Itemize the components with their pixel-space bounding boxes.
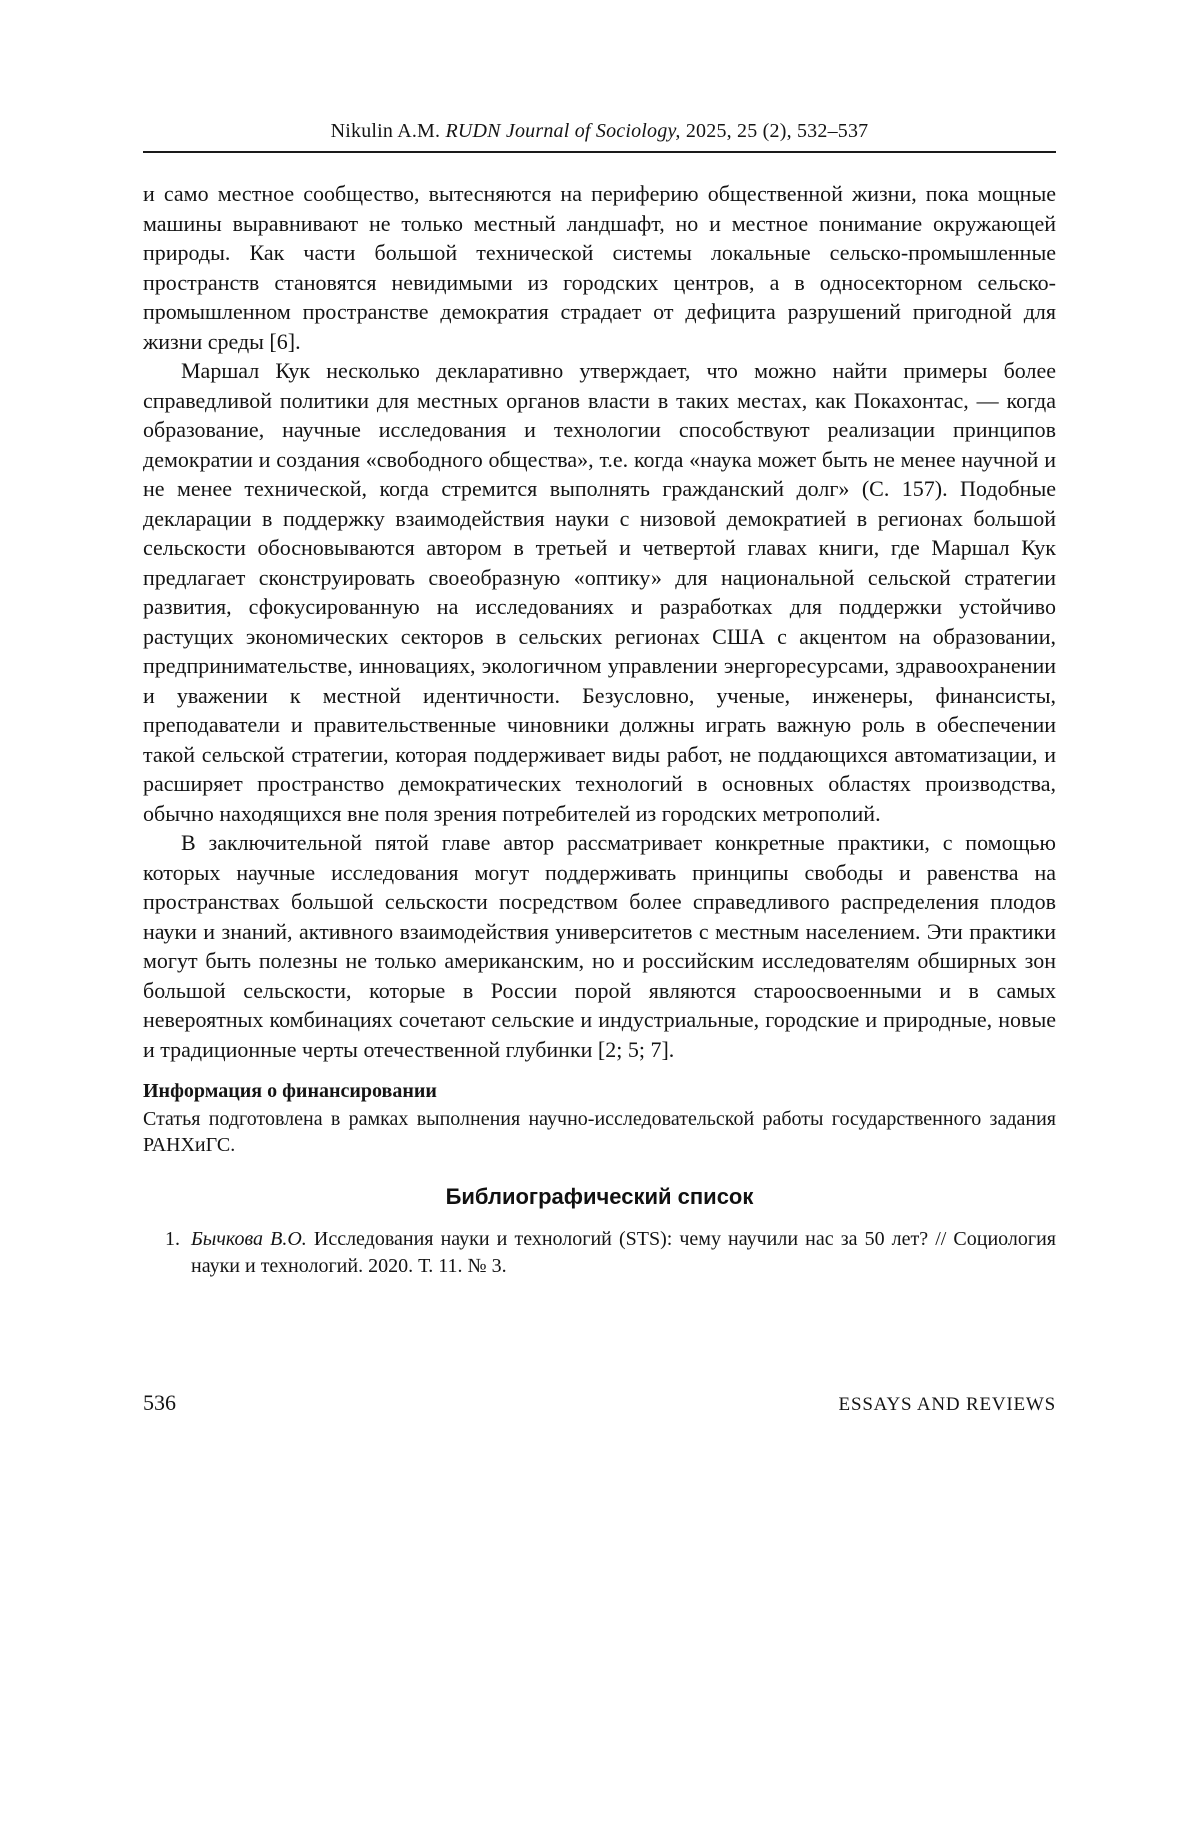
- funding-text: Статья подготовлена в рамках выполнения научно-исследовательской работы государственного задания РАНХиГС.: [143, 1108, 1056, 1156]
- running-head-author: Nikulin A.M.: [330, 120, 441, 142]
- paragraph: В заключительной пятой главе автор рассматривает конкретные практики, с помощью которых научные исследования могут поддерживать принципы свободы и равенства на пространствах большой сельскости посредством более справедливого распределения плодов науки и знаний, активного взаимодействия университетов с местным населением. Эти практики могут быть полезны не только американским, но и российским исследователям обширных зон большой сельскости, которые в России порой являются староосвоенными и в самых невероятных комбинациях сочетают сельские и индустриальные, городские и природные, новые и традиционные черты отечественной глубинки [2; 5; 7].: [143, 830, 1056, 1062]
- section-title: ESSAYS AND REVIEWS: [838, 1394, 1056, 1415]
- article-body: [143, 179, 1056, 1280]
- reference-item: [143, 1226, 1056, 1280]
- reference-author: Бычкова В.О.: [191, 1228, 307, 1250]
- reference-number: 1.: [165, 1228, 180, 1250]
- paragraph-continuation: и само местное сообщество, вытесняются на периферию общественной жизни, пока мощные машины выравнивают не только местный ландшафт, но и местное понимание окружающей природы. Как части большой технической системы локальные сельско-промышленные пространств становятся невидимыми из городских центров, а в односекторном сельско-промышленном пространстве демократия страдает от дефицита разрушений пригодной для жизни среды [6].: [143, 181, 1056, 354]
- page-number: 536: [143, 1390, 176, 1415]
- header-rule: [143, 151, 1056, 153]
- page-footer: [143, 1390, 1056, 1416]
- running-head-issue: 2025, 25 (2), 532–537: [685, 120, 869, 142]
- reference-text: Исследования науки и технологий (STS): чему научили нас за 50 лет? // Социология науки и технологий. 2020. Т. 11. № 3.: [191, 1228, 1057, 1277]
- paragraph: Маршал Кук несколько декларативно утверждает, что можно найти примеры более справедливой политики для местных органов власти в таких местах, как Покахонтас, — когда образование, научные исследования и технологии способствуют реализации принципов демократии и создания «свободного общества», т.е. когда «наука может быть не менее научной и не менее технической, когда стремится выполнять гражданский долг» (С. 157). Подобные декларации в поддержку взаимодействия науки с низовой демократией в регионах большой сельскости обосновываются автором в третьей и четвертой главах книги, где Маршал Кук предлагает сконструировать своеобразную «оптику» для национальной сельской стратегии развития, сфокусированную на исследованиях и разработках для поддержки устойчиво растущих экономических секторов в сельских регионах США с акцентом на образовании, предпринимательстве, инновациях, экологичном управлении энергоресурсами, здравоохранении и уважении к местной идентичности. Безусловно, ученые, инженеры, финансисты, преподаватели и правительственные чиновники должны играть важную роль в обеспечении такой сельской стратегии, которая поддерживает виды работ, не поддающихся автоматизации, и расширяет пространство демократических технологий в основных областях производства, обычно находящихся вне поля зрения потребителей из городских метрополий.: [143, 358, 1056, 826]
- running-head: [143, 120, 1056, 142]
- running-head-journal: RUDN Journal of Sociology,: [445, 120, 681, 142]
- funding-heading: Информация о финансировании: [143, 1080, 437, 1102]
- bibliography-heading: Библиографический список: [445, 1184, 754, 1209]
